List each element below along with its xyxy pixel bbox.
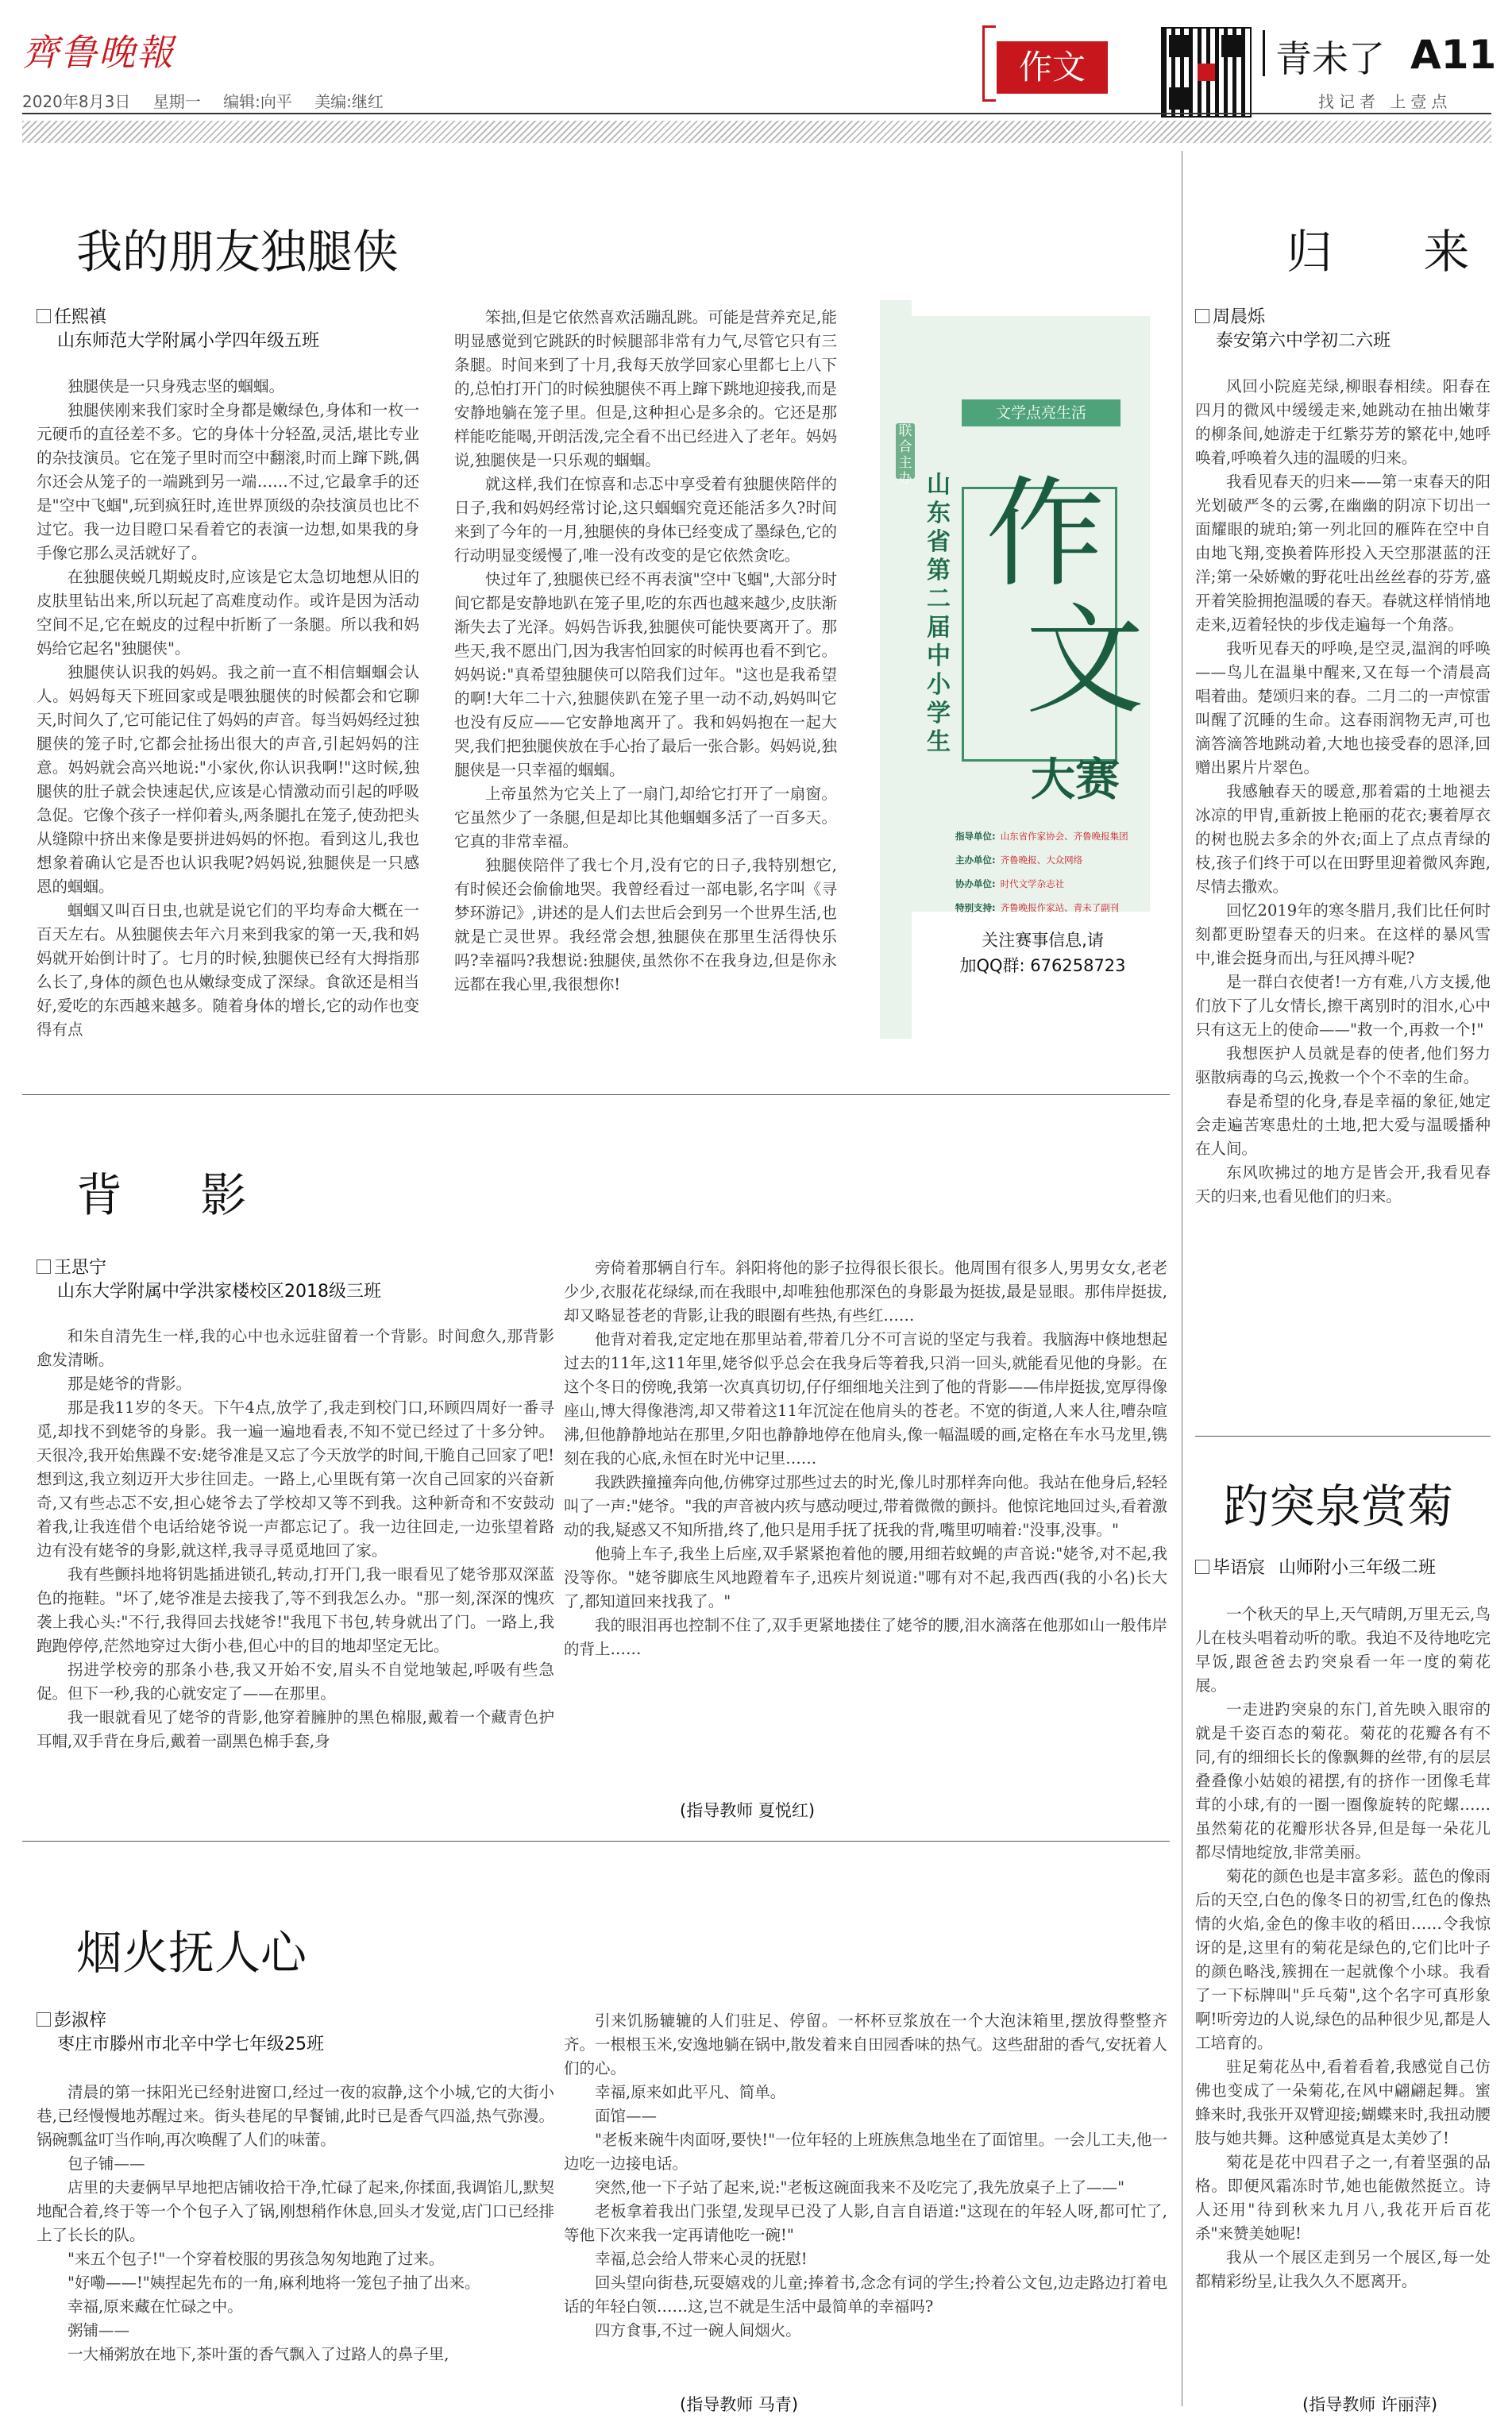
header-rule (22, 113, 1491, 114)
paragraph: 蝈蝈又叫百日虫,也就是说它们的平均寿命大概在一百天左右。从独腿侠去年六月来到我家的第一天,我和妈妈就开始倒计时了。七月的时候,独腿侠已经有大拇指那么长了,身体的颜色也从嫩绿变成了深绿。食欲还是相当好,爱吃的东西越来越多。随着身体的增长,它的动作也变得有点 (37, 901, 419, 1039)
paragraph: 四方食事,不过一碗人间烟火。 (595, 2321, 801, 2339)
paragraph: 就这样,我们在惊喜和忐忑中享受着有独腿侠陪伴的日子,我和妈妈经常讨论,这只蝈蝈究竟还能活多久?时间来到了今年的一月,独腿侠的身体已经变成了墨绿色,它的行动明显变缓慢了,唯一没有改变的是它依然贪吃。 (454, 475, 837, 565)
paragraph: 他背对着我,定定地在那里站着,带着几分不可言说的坚定与我着。我脑海中倏地想起过去的11年,这11年里,姥爷似乎总会在我身后等着我,只消一回头,就能看见他的身影。在这个冬日的傍晚,我第一次真真切切,仔仔细细地关注到了他的背影——伟岸挺拔,宽厚得像座山,博大得像港湾,却又带着这11年沉淀在他肩头的苍老。不宽的街道,人来人往,嘈杂喧沸,但他静静地站在那里,夕阳也静静地停在他肩头,像一幅温暖的画,定格在车水马龙里,镌刻在我的心底,永恒在时光中记里…… (564, 1330, 1167, 1468)
ad-info-row (955, 896, 1142, 920)
section-rule (22, 1094, 1170, 1095)
ad-footer (943, 928, 1142, 978)
paragraph: 那是姥爷的背影。 (68, 1375, 192, 1393)
section-rule (1195, 1436, 1491, 1437)
teacher-credit-yanhuo: (指导教师 马青) (680, 2395, 799, 2414)
author-name: 任熙禛 (54, 307, 107, 327)
section-rule (22, 1841, 1170, 1842)
ad-vertical-title: 山东省第二届中小学生 (927, 471, 951, 756)
article-body-beiying-col1 (37, 1325, 554, 1841)
school-name: 泰安第六中学初二六班 (1216, 331, 1391, 351)
paragraph: "好嘞——!"姨捏起先布的一角,麻利地将一笼包子抽了出来。 (68, 2274, 480, 2292)
article-body-juhua (1195, 1603, 1491, 2395)
paragraph: 老板拿着我出门张望,发现早已没了人影,自言自语道:"这现在的年轻人呀,都可忙了,等他下次来我一定再请他吃一碗!" (564, 2202, 1167, 2244)
paragraph: 我想医护人员就是春的使者,他们努力驱散病毒的乌云,挽救一个个不幸的生命。 (1195, 1044, 1491, 1086)
ad-qq-group: 加QQ群: 676258723 (959, 956, 1126, 975)
paragraph: 我一眼就看见了姥爷的背影,他穿着臃肿的黑色棉服,戴着一个藏青色护耳帽,双手背在身后,戴着一副黑色棉手套,身 (37, 1708, 554, 1750)
paragraph: 我的眼泪再也控制不住了,双手更紧地搂住了姥爷的腰,泪水滴落在他那如山一般伟岸的背上…… (564, 1616, 1167, 1658)
school-name: 枣庄市滕州市北辛中学七年级25班 (57, 2035, 324, 2054)
issue-weekday: 星期一 (152, 92, 201, 111)
issue-date: 2020年8月3日 (22, 92, 131, 111)
ad-info-key: 指导单位: (955, 831, 996, 842)
paragraph: 独腿侠陪伴了我七个月,没有它的日子,我特别想它,有时候还会偷偷地哭。我曾经看过一部电影,名字叫《寻梦环游记》,讲述的是人们去世后会到另一个世界生活,也就是亡灵世界。我经常会想,独腿侠在那里生活得快乐吗?幸福吗?我想说:独腿侠,虽然你不在我身边,但是你永远都在我心里,我很想你! (454, 856, 837, 993)
school-name: 山东师范大学附属小学四年级五班 (57, 331, 320, 351)
paragraph: 是一群白衣使者!一方有难,八方支援,他们放下了儿女情长,擦干离别时的泪水,心中只有这无上的使命——"救一个,再救一个!" (1195, 973, 1491, 1039)
ad-footer-line1: 关注赛事信息,请 (982, 931, 1104, 950)
article-title-yanhuo: 烟火抚人心 (76, 1926, 307, 1980)
article-body-friend-col2 (454, 306, 837, 1088)
paragraph: 回头望向街巷,玩耍嬉戏的儿童;捧着书,念念有词的学生;拎着公文包,边走路边打着电话的年轻白领……这,岂不就是生活中最简单的幸福吗? (564, 2274, 1167, 2316)
paragraph: 突然,他一下子站了起来,说:"老板这碗面我来不及吃完了,我先放桌子上了——" (595, 2178, 1125, 2197)
article-title-friend: 我的朋友独腿侠 (76, 225, 399, 279)
paragraph: 我跌跌撞撞奔向他,仿佛穿过那些过去的时光,像儿时那样奔向他。我站在他身后,轻轻叫了一声:"姥爷。"我的声音被内疚与感动哽过,带着微微的颤抖。他惊诧地回过头,看着激动的我,疑惑又不知所措,终了,他只是用手抚了抚我的背,嘴里叨喃着:"没事,没事。" (564, 1473, 1167, 1539)
article-title-guilai: 归 来 (1286, 225, 1508, 279)
paragraph: 东风吹拂过的地方是皆会开,我看见春天的归来,也看见他们的归来。 (1195, 1163, 1491, 1205)
paragraph: 他骑上车子,我坐上后座,双手紧紧抱着他的腰,用细若蚊蝇的声音说:"姥爷,对不起,我没等你。"姥爷脚底生风地蹬着车子,迅疾片刻说道:"哪有对不起,我西西(我的小名)长大了,都知道回来找我了。" (564, 1545, 1167, 1610)
contest-advertisement[interactable] (880, 300, 1150, 1035)
paragraph: 幸福,总会给人带来心灵的抚慰! (595, 2250, 808, 2268)
paragraph: 我看见春天的归来——第一束春天的阳光划破严冬的云雾,在幽幽的阴凉下切出一面耀眼的琥珀;第一列北回的雁阵在空中自由地飞翔,变换着阵形投入天空那湛蓝的汪洋;第一朵娇嫩的野花吐出丝丝春的芬芳,盛开着笑脸拥抱温暖的春天。春就这样悄悄地走来,迈着轻快的步伐走遍每一个角落。 (1195, 473, 1491, 634)
paragraph: 拐进学校旁的那条小巷,我又开始不安,眉头不自觉地皱起,呼吸有些急促。但下一秒,我的心就安定了——在那里。 (37, 1661, 554, 1703)
article-body-guilai (1195, 375, 1491, 1429)
school-name: 山师附小三年级二班 (1279, 1558, 1437, 1578)
ad-glyph-wen: 文 (1025, 592, 1145, 731)
ad-subtitle: 文学点亮生活 (962, 399, 1120, 426)
paragraph: 一走进趵突泉的东门,首先映入眼帘的就是千姿百态的菊花。菊花的花瓣各有不同,有的细细长长的像飘舞的丝带,有的层层叠叠像小姑娘的裙摆,有的挤作一团像毛茸茸的小球,有的一圈一圈像旋转的陀螺……虽然菊花的花瓣形状各异,但是每一朵花儿都尽情地绽放,非常美丽。 (1195, 1700, 1491, 1861)
ad-info-value: 时代文学杂志社 (1000, 878, 1065, 889)
brand-divider (1263, 30, 1265, 76)
ad-info-key: 主办单位: (955, 854, 996, 866)
paragraph: 和朱自清先生一样,我的心中也永远驻留着一个背影。时间愈久,那背影愈发清晰。 (37, 1327, 554, 1369)
paragraph: 我有些颤抖地将钥匙插进锁孔,转动,打开门,我一眼看见了姥爷那双深蓝色的拖鞋。"坏了,姥爷准是去接我了,等不到我怎么办。"那一刻,深深的愧疚袭上我心头:"不行,我得回去找姥爷!"我甩下书包,转身就出了门。一路上,我跑跑停停,茫然地穿过大街小巷,但心中的目的地却坚定无比。 (37, 1565, 554, 1655)
author-name: 彭淑梓 (54, 2011, 107, 2031)
page-number: A11 (1410, 32, 1497, 78)
paragraph: 那是我11岁的冬天。下午4点,放学了,我走到校门口,环顾四周好一番寻觅,却找不到姥爷的身影。我一遍一遍地看表,不知不觉已经过了十多分钟。天很冷,我开始焦躁不安:姥爷准是又忘了今天放学的时间,干脆自己回家了吧!想到这,我立刻迈开大步往回走。一路上,心里既有第一次自己回家的兴奋新奇,又有些忐忑不安,担心姥爷去了学校却又等不到我。这种新奇和不安鼓动着我,让我连借个电话给姥爷说一声都忘记了。我一边往回走,一边张望着路边有没有姥爷的身影,就这样,我寻寻觅觅地回了家。 (37, 1398, 554, 1560)
paragraph: 快过年了,独腿侠已经不再表演"空中飞蝈",大部分时间它都是安静地趴在笼子里,吃的东西也越来越少,皮肤渐渐失去了光泽。妈妈告诉我,独腿侠可能快要离开了。那些天,我不愿出门,因为我害怕回家的时候再也看不到它。妈妈说:"真希望独腿侠可以陪我们过年。"这也是我希望的啊!大年二十六,独腿侠趴在笼子里一动不动,妈妈叫它也没有反应——它安静地离开了。我和妈妈抱在一起大哭,我们把独腿侠放在手心抬了最后一张合影。妈妈说,独腿侠是一只幸福的蝈蝈。 (454, 570, 837, 779)
paragraph: 粥铺—— (68, 2321, 130, 2339)
ad-banner: 联合主办 (896, 423, 915, 479)
byline-friend (37, 306, 319, 353)
author-name: 周晨烁 (1213, 307, 1266, 327)
article-body-beiying-col2 (564, 1256, 1167, 1792)
page-brand: 青未了 (1275, 37, 1385, 80)
ad-info-value: 齐鲁晚报作家站、青未了副刊 (1000, 902, 1120, 913)
reporter-slogan: 找记者 上壹点 (1318, 92, 1452, 111)
article-title-beiying: 背 影 (76, 1168, 279, 1222)
paragraph: 风回小院庭芜绿,柳眼春相续。阳春在四月的微风中缓缓走来,她跳动在抽出嫩芽的柳条间,她游走于红紫芬芳的繁花中,她呼唤着,呼唤着久违的温暖的归来。 (1195, 377, 1491, 467)
paragraph: "来五个包子!"一个穿着校服的男孩急匆匆地跑了过来。 (68, 2250, 445, 2268)
paragraph: 我从一个展区走到另一个展区,每一处都精彩纷呈,让我久久不愿离开。 (1195, 2248, 1491, 2290)
paragraph: 店里的夫妻俩早早地把店铺收拾干净,忙碌了起来,你揉面,我调馅儿,默契地配合着,终于等一个个包子入了锅,刚想稍作休息,回头才发觉,店门口已经排上了长长的队。 (37, 2178, 554, 2244)
ad-contest-word: 大赛 (1031, 754, 1120, 806)
ad-glyph-zuo: 作 (986, 465, 1105, 604)
byline-juhua (1195, 1556, 1436, 1580)
paragraph: 菊花的颜色也是丰富多彩。蓝色的像雨后的天空,白色的像冬日的初雪,红色的像热情的火焰,金色的像丰收的稻田……令我惊讶的是,这里有的菊花是绿色的,它们比叶子的颜色略浅,簇拥在一起就像个小球。我看了一下标牌叫"乒乓菊",这个名字可真形象啊!听旁边的人说,绿色的品种很少见,都是人工培育的。 (1195, 1867, 1491, 2052)
paragraph: 幸福,原来如此平凡、简单。 (595, 2083, 786, 2101)
paragraph: 一大桶粥放在地下,茶叶蛋的香气飘入了过路人的鼻子里, (68, 2345, 449, 2363)
paragraph: 菊花是花中四君子之一,有着坚强的品格。即便风霜冻时节,她也能傲然挺立。诗人还用"待到秋来九月八,我花开后百花杀"来赞美她呢! (1195, 2153, 1491, 2243)
author-name: 王思宁 (54, 1258, 107, 1278)
ad-info-value: 山东省作家协会、齐鲁晚报集团 (1000, 831, 1128, 842)
paragraph: 我感触春天的暖意,那着霜的土地褪去冰凉的甲胄,重新披上艳丽的花衣;裹着厚衣的树也脱去多余的外衣;面上了点点青绿的枝,孩子们终于可以在田野里迎着微风奔跑,尽情去撒欢。 (1195, 782, 1491, 896)
editor-credit: 编辑:向平 (223, 92, 292, 111)
paragraph: 独腿侠刚来我们家时全身都是嫩绿色,身体和一枚一元硬币的直径差不多。它的身体十分轻盈,灵活,堪比专业的杂技演员。它在笼子里时而空中翻滚,时而上蹿下跳,偶尔还会从笼子的一端跳到另一端……不过,它最拿手的还是"空中飞蝈",玩到疯狂时,连世界顶级的杂技演员也比不过它。我一边目瞪口呆看着它的表演一边想,如果我的身手像它那么灵活就好了。 (37, 401, 419, 562)
paragraph: 独腿侠是一只身残志坚的蝈蝈。 (68, 377, 285, 395)
article-body-yanhuo-col1 (37, 2081, 554, 2398)
paragraph: 包子铺—— (68, 2154, 145, 2173)
paragraph: 我听见春天的呼唤,是空灵,温润的呼唤——鸟儿在温巢中醒来,又在每一个清晨高唱着曲。楚颂归来的春。二月二的一声惊雷叫醒了沉睡的生命。这春雨润物无声,可也滴答滴答地跳动着,大地也接受春的恩泽,回赠出累片片翠色。 (1195, 639, 1491, 777)
paragraph: "老板来碗牛肉面呀,要快!"一位年轻的上班族焦急地坐在了面馆里。一会儿工夫,他一边吃一边接电话。 (564, 2131, 1167, 2173)
paragraph: 面馆—— (595, 2107, 658, 2125)
teacher-credit-beiying: (指导教师 夏悦红) (680, 1801, 816, 1820)
ad-info-row (955, 824, 1142, 848)
paragraph: 幸福,原来藏在忙碌之中。 (68, 2297, 243, 2316)
paragraph: 笨拙,但是它依然喜欢活蹦乱跳。可能是营养充足,能明显感觉到它跳跃的时候腿部非常有力气,尽管它只有三条腿。时间来到了十月,我每天放学回家心里都七上八下的,总怕打开门的时候独腿侠不再上蹿下跳地迎接我,而是安静地躺在笼子里。但是,这种担心是多余的。它还是那样能吃能喝,开朗活泼,完全看不出已经进入了老年。妈妈说,独腿侠是一只乐观的蝈蝈。 (454, 308, 837, 469)
article-title-juhua: 趵突泉赏菊 (1223, 1479, 1454, 1533)
paragraph: 春是希望的化身,春是幸福的象征,她定会走遍苦寒患灶的土地,把大爱与温暖播种在人间。 (1195, 1092, 1491, 1158)
designer-credit: 美编:继红 (314, 92, 384, 111)
ad-info-value: 齐鲁晚报、大众网络 (1000, 854, 1083, 866)
paragraph: 上帝虽然为它关上了一扇门,却给它打开了一扇窗。它虽然少了一条腿,但是却比其他蝈蝈多活了一百多天。它真的非常幸福。 (454, 785, 837, 851)
paragraph: 一个秋天的早上,天气晴朗,万里无云,鸟儿在枝头唱着动听的歌。我迫不及待地吃完早饭,跟爸爸去趵突泉看一年一度的菊花展。 (1195, 1605, 1491, 1695)
paragraph: 清晨的第一抹阳光已经射进窗口,经过一夜的寂静,这个小城,它的大街小巷,已经慢慢地苏醒过来。街头巷尾的早餐铺,此时已是香气四溢,热气弥漫。锅碗瓢盆叮当作响,再次唤醒了人们的味蕾。 (37, 2083, 554, 2149)
masthead-logo: 齊鲁晚報 (22, 31, 175, 74)
paragraph: 在独腿侠蜕几期蜕皮时,应该是它太急切地想从旧的皮肤里钻出来,所以玩起了高难度动作。或许是因为活动空间不足,它在蜕皮的过程中折断了一条腿。所以我和妈妈给它起名"独腿侠"。 (37, 568, 419, 658)
author-name: 毕语宸 (1213, 1558, 1266, 1578)
byline-guilai (1195, 306, 1390, 353)
header-hatch-strip (22, 121, 1491, 143)
paragraph: 驻足菊花丛中,看着看着,我感觉自己仿佛也变成了一朵菊花,在风中翩翩起舞。蜜蜂来时,我张开双臂迎接;蝴蝶来时,我扭动腰肢与她共舞。这种感觉真是太美妙了! (1195, 2058, 1491, 2147)
ad-info-key: 特别支持: (955, 902, 996, 913)
paragraph: 回忆2019年的寒冬腊月,我们比任何时刻都更盼望春天的归来。在这样的暴风雪中,谁会挺身而出,与狂风搏斗呢? (1195, 901, 1491, 967)
byline-beiying (37, 1256, 381, 1304)
ad-info-row (955, 872, 1142, 896)
article-body-yanhuo-col2 (564, 2009, 1167, 2397)
teacher-credit-juhua: (指导教师 许丽萍) (1302, 2395, 1438, 2414)
paragraph: 独腿侠认识我的妈妈。我之前一直不相信蝈蝈会认人。妈妈每天下班回家或是喂独腿侠的时候都会和它聊天,时间久了,它可能记住了妈妈的声音。每当妈妈经过独腿侠的笼子时,它都会扯扬出很大的声音,引起妈妈的注意。妈妈就会高兴地说:"小家伙,你认识我啊!"这时候,独腿侠的肚子就会快速起伏,应该是心情激动而引起的呼吸急促。它像个孩子一样仰着头,两条腿扎在笼子,使劲把头从缝隙中挤出来像是要拼进妈妈的怀抱。看到这儿,我也想象着确认它是否也认识我呢?妈妈说,独腿侠是一只感恩的蝈蝈。 (37, 663, 419, 896)
byline-yanhuo (37, 2009, 324, 2057)
paragraph: 引来饥肠辘辘的人们驻足、停留。一杯杯豆浆放在一个大泡沫箱里,摆放得整整齐齐。一根根玉米,安逸地躺在锅中,散发着来自田园香味的热气。这些甜甜的香气,安抚着人们的心。 (564, 2012, 1167, 2077)
section-tag: 作文 (997, 41, 1108, 94)
ad-info-rows (955, 824, 1142, 920)
qr-code-icon[interactable] (1161, 27, 1252, 118)
article-body-friend-col1 (37, 375, 419, 1090)
ad-info-key: 协办单位: (955, 878, 996, 889)
ad-panel (892, 316, 1150, 912)
dateline (22, 89, 401, 112)
section-tag-bracket (982, 25, 996, 102)
paragraph: 旁倚着那辆自行车。斜阳将他的影子拉得很长很长。他周围有很多人,男男女女,老老少少,衣服花花绿绿,而在我眼中,却唯独他那深色的身影最为挺拔,最是显眼。那伟岸挺拔,却又略显苍老的背影,让我的眼圈有些热,有些红…… (564, 1259, 1167, 1325)
school-name: 山东大学附属中学洪家楼校区2018级三班 (57, 1282, 381, 1302)
ad-info-row (955, 848, 1142, 872)
